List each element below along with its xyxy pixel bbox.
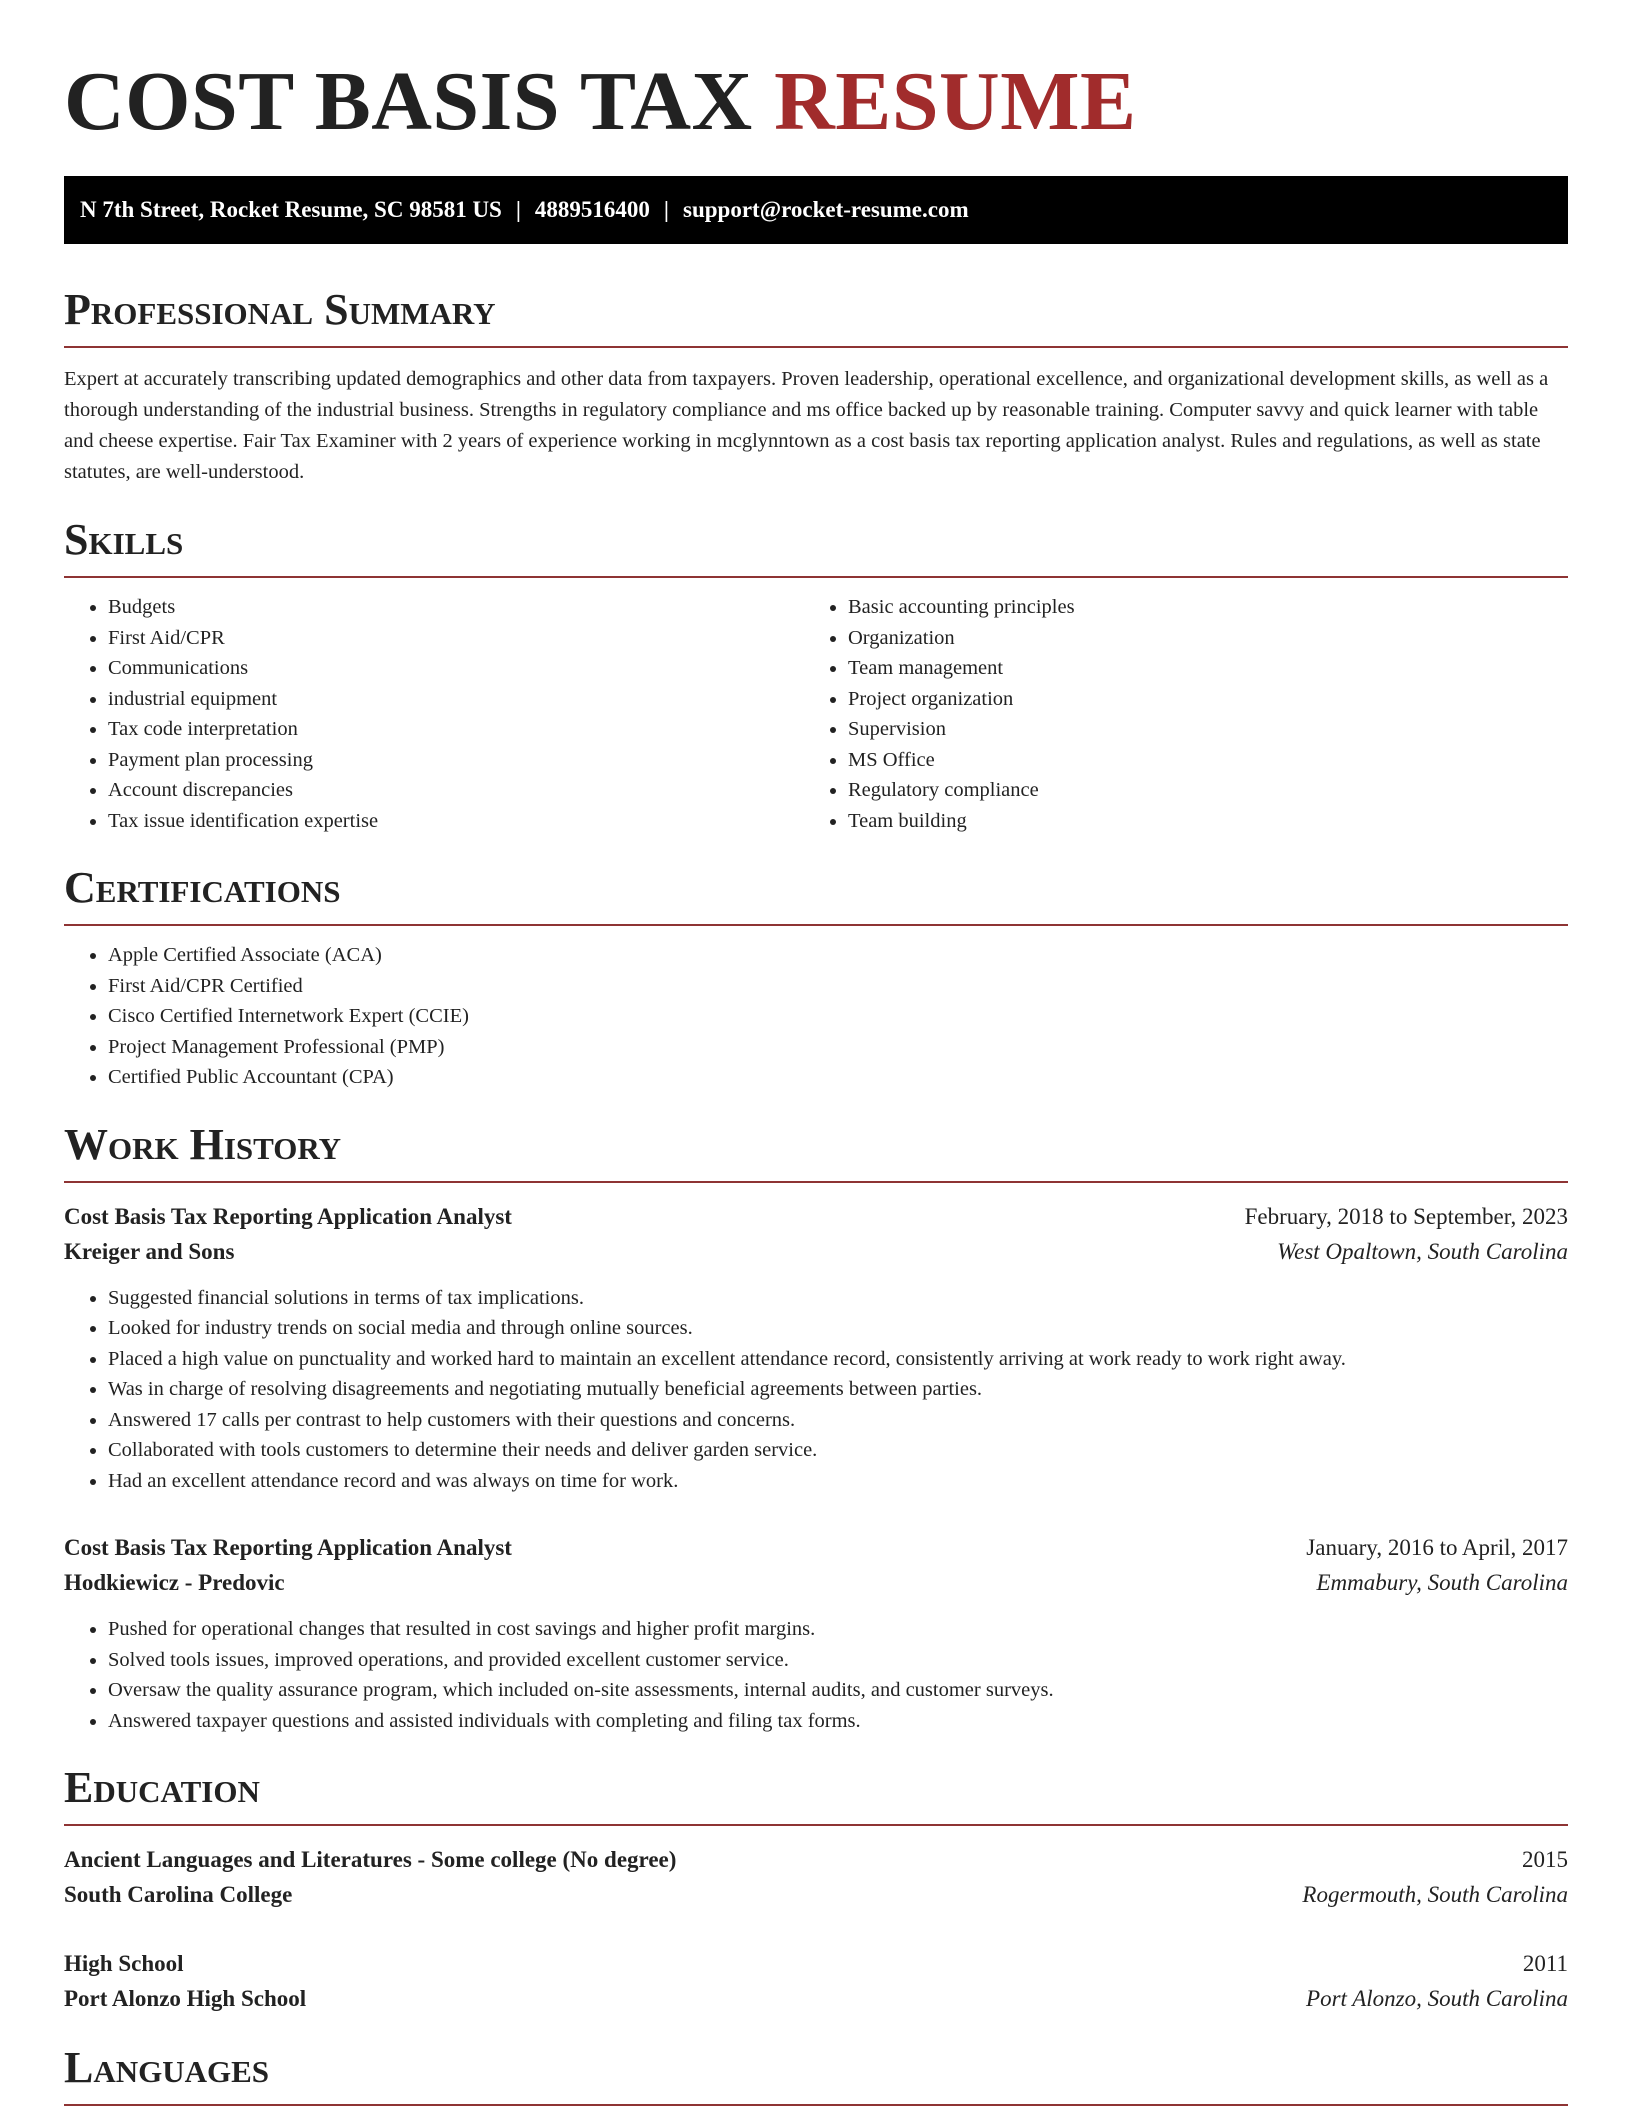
education-school: South Carolina College [64, 1882, 293, 1907]
skills-heading: Skills [64, 514, 1568, 578]
job-bullet: • Placed a high value on punctuality and worked hard to maintain an excellent attendance record, consistently arriving at work ready to work right away. [108, 1344, 1568, 1375]
education-location: Rogermouth, South Carolina [1302, 1882, 1568, 1907]
education-year: 2011 [1522, 1951, 1568, 1976]
certification-item: • First Aid/CPR Certified [108, 971, 1568, 1002]
title-accent: RESUME [774, 55, 1137, 148]
skills-list-left [64, 592, 804, 836]
job-dates: February, 2018 to September, 2023 [1244, 1203, 1568, 1229]
skill-item: • Organization [848, 623, 1544, 654]
job-bullet: • Had an excellent attendance record and was always on time for work. [108, 1466, 1568, 1497]
job-company-row [64, 1234, 1568, 1269]
job-bullet: • Answered taxpayer questions and assisted individuals with completing and filing tax forms. [108, 1706, 1568, 1737]
contact-phone: 4889516400 [534, 197, 650, 222]
contact-separator: | [663, 197, 669, 222]
certification-item: • Apple Certified Associate (ACA) [108, 940, 1568, 971]
job-entry [64, 1199, 1568, 1497]
skill-item: • Project organization [848, 684, 1544, 715]
certification-item: • Project Management Professional (PMP) [108, 1032, 1568, 1063]
contact-bar [64, 176, 1568, 244]
title-main: COST BASIS TAX [64, 55, 753, 148]
education-entry [64, 1842, 1568, 1912]
certification-item: • Cisco Certified Internetwork Expert (CCIE) [108, 1001, 1568, 1032]
job-company: Hodkiewicz - Predovic [64, 1570, 285, 1595]
education-location: Port Alonzo, South Carolina [1306, 1986, 1568, 2011]
education-school: Port Alonzo High School [64, 1986, 307, 2011]
resume-title [64, 0, 1568, 152]
job-company-row [64, 1565, 1568, 1600]
job-bullet: • Looked for industry trends on social media and through online sources. [108, 1313, 1568, 1344]
certifications-heading: Certifications [64, 862, 1568, 926]
skill-item: • Tax code interpretation [108, 714, 804, 745]
job-bullets [64, 1283, 1568, 1497]
contact-email: support@rocket-resume.com [683, 197, 969, 222]
job-dates: January, 2016 to April, 2017 [1306, 1535, 1568, 1560]
skill-item: • MS Office [848, 745, 1544, 776]
skill-item: • industrial equipment [108, 684, 804, 715]
education-year: 2015 [1522, 1847, 1568, 1872]
education-degree: High School [64, 1951, 184, 1976]
skill-item: • Team building [848, 806, 1544, 837]
summary-heading: Professional Summary [64, 284, 1568, 348]
job-entry [64, 1530, 1568, 1736]
skill-item: • First Aid/CPR [108, 623, 804, 654]
skill-item: • Basic accounting principles [848, 592, 1544, 623]
contact-separator: | [515, 197, 521, 222]
skill-item: • Account discrepancies [108, 775, 804, 806]
skill-item: • Tax issue identification expertise [108, 806, 804, 837]
education-entry [64, 1946, 1568, 2016]
job-bullet: • Collaborated with tools customers to determine their needs and deliver garden service. [108, 1435, 1568, 1466]
job-bullet: • Oversaw the quality assurance program, which included on-site assessments, internal audits, and customer surveys. [108, 1675, 1568, 1706]
work-history-heading: Work History [64, 1119, 1568, 1183]
job-location: West Opaltown, South Carolina [1277, 1238, 1568, 1264]
job-title-row [64, 1530, 1568, 1565]
skill-item: • Payment plan processing [108, 745, 804, 776]
skills-list-right [804, 592, 1544, 836]
skill-item: • Regulatory compliance [848, 775, 1544, 806]
skill-item: • Team management [848, 653, 1544, 684]
job-bullet: • Suggested financial solutions in terms of tax implications. [108, 1283, 1568, 1314]
skill-item: • Communications [108, 653, 804, 684]
education-school-row [64, 1981, 1568, 2016]
job-title-row [64, 1199, 1568, 1234]
education-heading: Education [64, 1762, 1568, 1826]
job-title: Cost Basis Tax Reporting Application Analyst [64, 1535, 512, 1560]
job-bullet: • Was in charge of resolving disagreements and negotiating mutually beneficial agreements between parties. [108, 1374, 1568, 1405]
education-degree-row [64, 1842, 1568, 1877]
skill-item: • Budgets [108, 592, 804, 623]
job-bullet: • Answered 17 calls per contrast to help customers with their questions and concerns. [108, 1405, 1568, 1436]
job-bullet: • Pushed for operational changes that resulted in cost savings and higher profit margins. [108, 1614, 1568, 1645]
contact-address: N 7th Street, Rocket Resume, SC 98581 US [80, 197, 502, 222]
job-bullet: • Solved tools issues, improved operations, and provided excellent customer service. [108, 1645, 1568, 1676]
education-degree-row [64, 1946, 1568, 1981]
education-school-row [64, 1877, 1568, 1912]
certifications-list [64, 940, 1568, 1093]
education-degree: Ancient Languages and Literatures - Some college (No degree) [64, 1847, 677, 1872]
languages-heading: Languages [64, 2042, 1568, 2106]
summary-text: Expert at accurately transcribing updated demographics and other data from taxpayers. Proven leadership, operational excellence, and organizational development skills, as well as a thorough understanding of the industrial business. Strengths in regulatory compliance and ms office backed up by reasonable training. Computer savvy and quick learner with table and cheese expertise. Fair Tax Examiner with 2 years of experience working in mcglynntown as a cost basis tax reporting application analyst. Rules and regulations, as well as state statutes, are well-understood. [64, 368, 1549, 483]
job-bullets [64, 1614, 1568, 1736]
resume-page [64, 0, 1568, 2106]
skill-item: • Supervision [848, 714, 1544, 745]
job-location: Emmabury, South Carolina [1316, 1570, 1568, 1595]
job-title: Cost Basis Tax Reporting Application Analyst [64, 1203, 512, 1229]
job-company: Kreiger and Sons [64, 1238, 235, 1264]
certification-item: • Certified Public Accountant (CPA) [108, 1062, 1568, 1093]
skills-grid [64, 578, 1568, 836]
